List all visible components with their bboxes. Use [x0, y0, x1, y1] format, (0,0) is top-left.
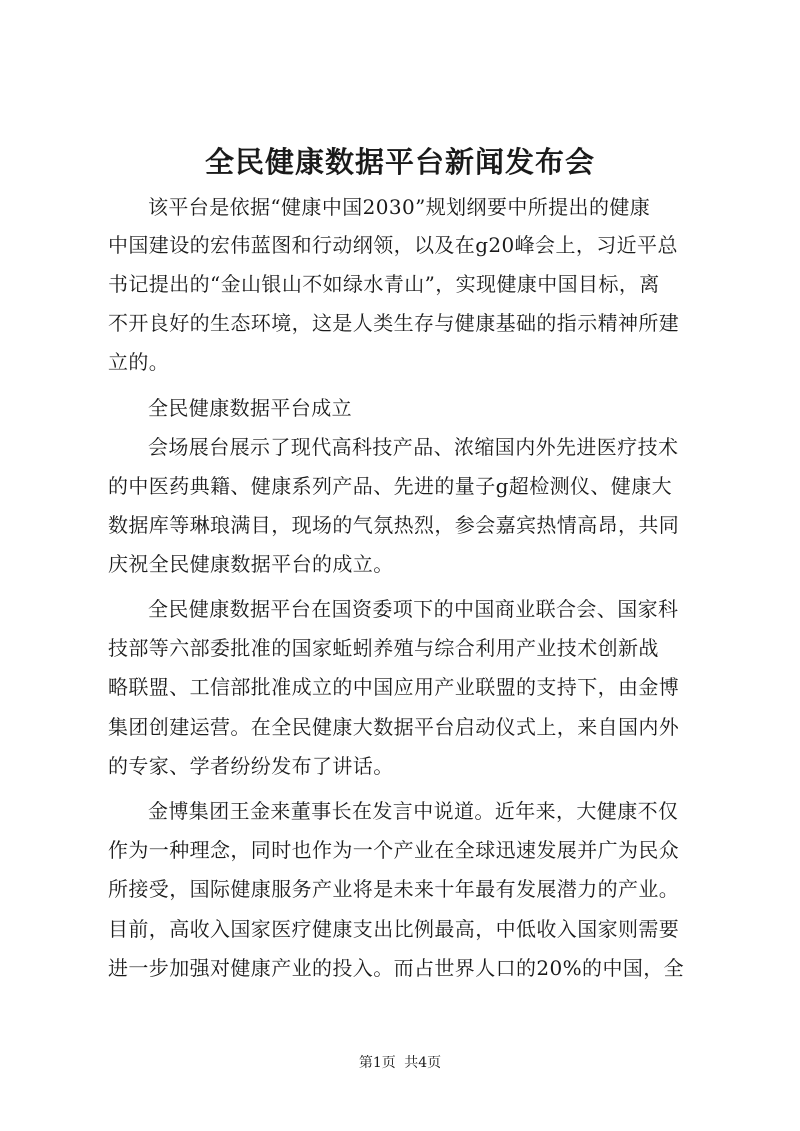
paragraph-line: 中国建设的宏伟蓝图和行动纲领，以及在g20峰会上，习近平总	[108, 233, 678, 257]
paragraph-line: 不开良好的生态环境，这是人类生存与健康基础的指示精神所建	[108, 311, 680, 335]
page-number: 第1页	[358, 1055, 396, 1071]
paragraph-line: 会场展台展示了现代高科技产品、浓缩国内外先进医疗技术	[148, 435, 679, 459]
paragraph-line: 作为一种理念，同时也作为一个产业在全球迅速发展并广为民众	[108, 838, 680, 862]
paragraph-line: 目前，高收入国家医疗健康支出比例最高，中低收入国家则需要	[108, 917, 680, 941]
page-total: 共4页	[404, 1055, 442, 1071]
paragraph-line: 的中医药典籍、健康系列产品、先进的量子g超检测仪、健康大	[108, 474, 673, 498]
page-footer	[0, 1053, 800, 1073]
paragraph-line: 庆祝全民健康数据平台的成立。	[108, 552, 394, 576]
paragraph-line: 略联盟、工信部批准成立的中国应用产业联盟的支持下，由金博	[108, 675, 680, 699]
paragraph-line: 立的。	[108, 350, 170, 374]
page-title: 全民健康数据平台新闻发布会	[204, 145, 595, 179]
paragraph-line: 所接受，国际健康服务产业将是未来十年最有发展潜力的产业。	[108, 877, 680, 901]
paragraph-line: 书记提出的“金山银山不如绿水青山”，实现健康中国目标，离	[108, 272, 660, 296]
paragraph-line: 技部等六部委批准的国家蚯蚓养殖与综合利用产业技术创新战	[108, 636, 659, 660]
paragraph-line: 集团创建运营。在全民健康大数据平台启动仪式上，来自国内外	[108, 715, 680, 739]
paragraph-line: 金博集团王金来董事长在发言中说道。近年来，大健康不仅	[148, 799, 679, 823]
paragraph-line: 数据库等琳琅满目，现场的气氛热烈，参会嘉宾热情高昂，共同	[108, 513, 680, 537]
paragraph-line: 该平台是依据“健康中国2030”规划纲要中所提出的健康	[148, 195, 651, 219]
paragraph-line: 全民健康数据平台在国资委项下的中国商业联合会、国家科	[148, 597, 679, 621]
section-heading: 全民健康数据平台成立	[148, 396, 352, 420]
paragraph-line: 的专家、学者纷纷发布了讲话。	[108, 754, 394, 778]
paragraph-line: 进一步加强对健康产业的投入。而占世界人口的20%的中国，全	[108, 956, 685, 980]
